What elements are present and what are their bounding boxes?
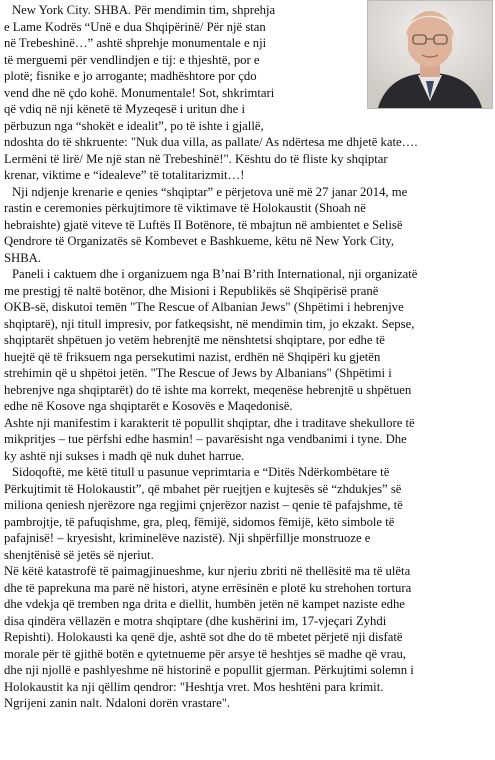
text-line: pambrojtje, të pafuqishme, gra, pleq, fëmijë, sidomos fëmijë, këto simbole të (4, 514, 395, 529)
text-line: strehimin që u shpëtoi jetën. "The Rescue of Jews by Albanians" (Shpëtimi i (4, 366, 392, 380)
text-line: shqiptarët shpëtuen jo vetëm hebrenjtë me nënshtetsi shqiptare, por edhe të (4, 333, 385, 347)
text-line: SHBA. (4, 250, 42, 265)
text-line: Në këtë katastrofë të paimagjinueshme, kur njeriu zbriti në thellësitë ma të ulëta (4, 564, 411, 578)
text-line: disa qindëra vëllazën e motra shqiptare (dhe kushërini im, 17-vjeçari Zyhdi (4, 613, 387, 628)
text-line: plotë; fisnike e jo arrogante; madhështore por çdo (4, 69, 257, 83)
text-line: dhe vdekja që tremben nga drita e diellit, humbën jetën në kampet naziste edhe (4, 597, 405, 611)
text-line: dhe nji njollë e pashlyeshme në historinë e popullit gjerman. Përkujtimi solemn i (4, 663, 414, 677)
text-line: mikpritjes – tue përfshi edhe hasmin! – pavarësisht nga vendbanimi i tyne. Dhe (4, 432, 407, 446)
text-line: dhe të paprekuna ma parë në histori, atyne errësinën e plotë ku strehohen tortura (4, 580, 412, 595)
text-line: Holokaustit ka nji qëllim qendror: "Heshtja vret. Mos heshtëni para krimit. (4, 679, 384, 694)
text-line: pafajnisë! – kryesisht, kriminelëve nazistë). Nji shpërfillje monstruoze e (4, 531, 371, 545)
text-line: të merguemi për vendlindjen e tij: e thjeshtë, por e (4, 52, 260, 67)
text-line: Ashte nji manifestim i karakterit të popullit shqiptar, dhe i traditave shekullore të (4, 415, 415, 430)
text-line: huejtë që të friksuem nga persekutimi nazist, erdhën në Shqipëri ku gjetën (4, 349, 381, 364)
text-line: shenjtënisë së jetës së njeriut. (4, 547, 154, 562)
text-line: Ngrijeni zanin nalt. Ndaloni dorën vrastare". (4, 696, 231, 710)
text-line: New York City. SHBA. Për mendimin tim, shprehja (12, 3, 276, 17)
text-line: Sidoqoftë, me këtë titull u pasunue veprimtaria e “Ditës Ndërkombëtare të (12, 465, 390, 479)
text-line: ndoshta do të shkruente: "Nuk dua villa, as pallate/ As ndërtesa me dhjetë kate…. (4, 135, 418, 149)
text-line: hebraishte) gjatë viteve të Luftës II Botënore, të mbajtun në ambientet e Selisë (4, 217, 403, 232)
text-line: Përkujtimit të Holokaustit”, që mbahet për ruejtjen e kujtesës së “zhdukjes” së (4, 481, 402, 496)
text-line: edhe në Kosove nga shqiptarët e Kosovës e Maqedonisë. (4, 399, 293, 413)
text-line: hebrenjve nga shqiptarët) do të ishte ma korrekt, meqenëse hebrenjtë u shpëtuen (4, 382, 412, 397)
text-line: ky ashtë nji sukses i madh që nuk duhet harrue. (4, 448, 245, 463)
text-line: rastin e ceremonies përkujtimore të viktimave të Holokaustit (Shoah në (4, 201, 366, 215)
text-line: e Lame Kodrës “Unë e dua Shqipërinë/ Për një stan (4, 19, 266, 34)
text-line: miliona qeniesh njerëzore nga regjimi çnjerëzor nazist – qenie të pafajshme, të (4, 498, 403, 512)
article-body (4, 2, 493, 712)
text-line: me prestigj të naltë botënor, dhe Misioni i Republikës së Shqipërisë pranë (4, 283, 379, 298)
text-line: krenar, viktime e “idealeve” të totalitarizmit…! (4, 168, 245, 182)
text-line: Lermëni të lirë/ Me një stan në Trebeshinë!". Kështu do të fliste ky shqiptar (4, 151, 388, 166)
text-line: shqiptarë), nji titull impresiv, por fatkeqsisht, në mendimin tim, jo ekzakt. Sepse, (4, 316, 415, 331)
text-line: vend dhe në çdo kohë. Monumentale! Sot, shkrimtari (4, 85, 275, 100)
text-line: përbuzun nga “shokët e idealit”, po të ishte i gjallë, (4, 118, 264, 133)
text-line: në Trebeshinë…” ashtë shprehje monumentale e nji (4, 36, 267, 50)
text-line: Qendrore të Organizatës së Kombevet e Bashkueme, këtu në New York City, (4, 234, 395, 248)
text-line: Repishti). Holokausti ka qenë dje, ashtë sot dhe do të mbetet përjetë nji disfatë (4, 630, 403, 644)
text-line: OKB-së, diskutoi temën "The Rescue of Albanian Jews" (Shpëtimi i hebrenjve (4, 300, 404, 314)
text-line: morale për të gjithë botën e qytetnueme për arsye të heshtjes së madhe që vrau, (4, 646, 406, 661)
text-line: Paneli i caktuem dhe i organizuem nga B’nai B’rith International, nji organizatë (12, 267, 418, 281)
text-line: që vdiq në nji kënetë të Myzeqesë i uritun dhe i (4, 102, 245, 116)
text-line: Nji ndjenje krenarie e qenies “shqiptar” e përjetova unë më 27 janar 2014, me (12, 184, 408, 199)
